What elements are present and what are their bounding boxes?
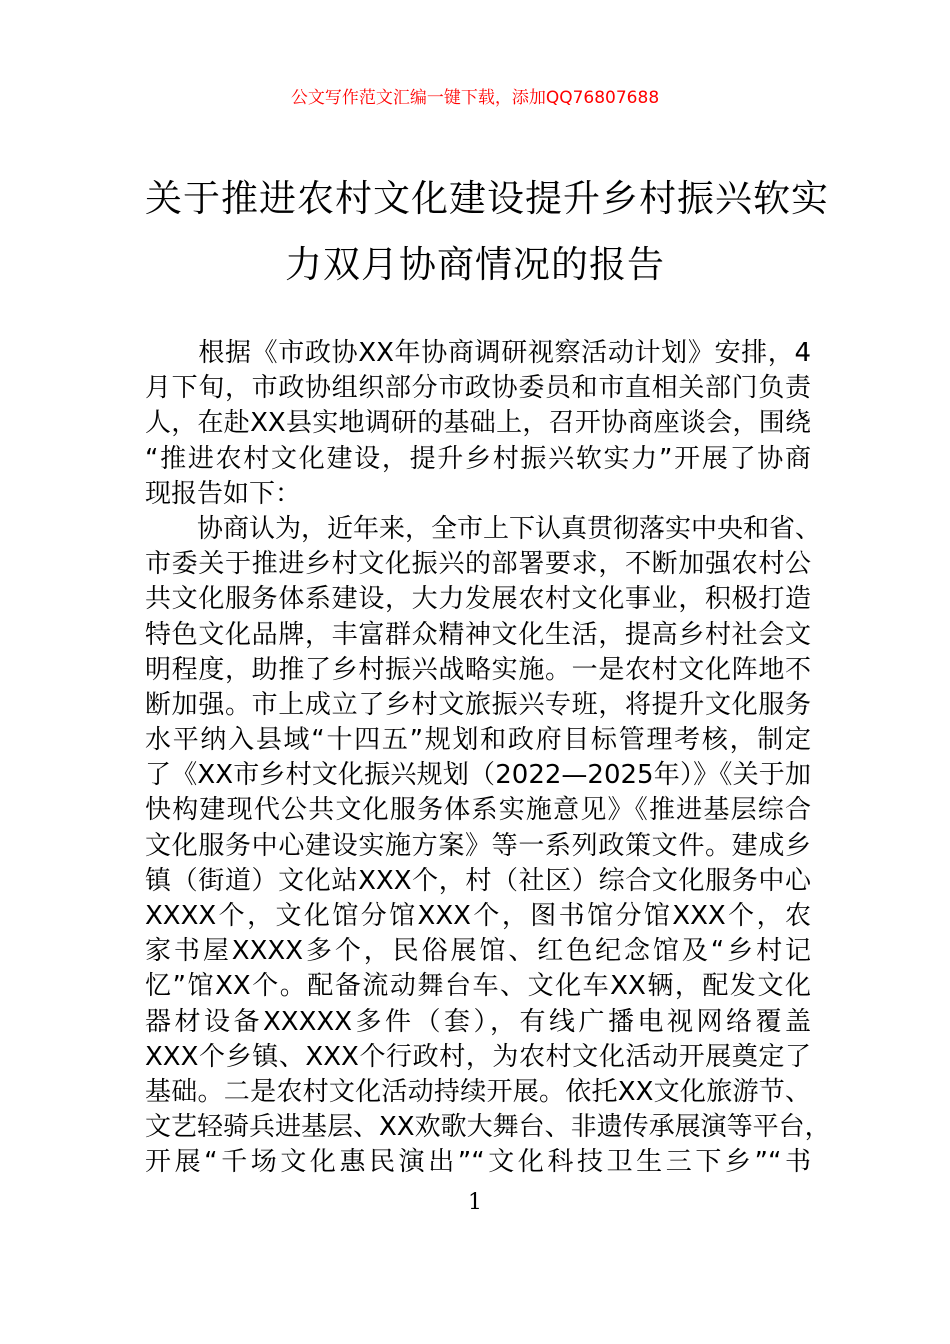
document-title [145,166,829,298]
body-line: 文艺轻骑兵进基层、XX欢歌大舞台、非遗传承展演等平台， [145,1112,831,1143]
body-line: XXX个乡镇、XXX个行政村，为农村文化活动开展奠定了 [145,1041,811,1072]
body-line: 月下旬，市政协组织部分市政协委员和市直相关部门负责 [145,373,811,404]
body-line: “推进农村文化建设，提升乡村振兴软实力”开展了协商 [145,443,811,474]
download-promo-note: 公文写作范文汇编一键下载，添加QQ76807688 [290,88,660,108]
body-line: 水平纳入县域“十四五”规划和政府目标管理考核，制定 [145,725,811,756]
body-line: 忆”馆XX个。配备流动舞台车、文化车XX辆，配发文化 [145,971,811,1002]
body-line: 镇（街道）文化站XXX个，村（社区）综合文化服务中心 [145,865,811,896]
page-number: 1 [468,1190,482,1215]
body-line: 共文化服务体系建设，大力发展农村文化事业，积极打造 [145,584,811,615]
body-line: 了《XX市乡村文化振兴规划（2022—2025年）》《关于加 [145,760,811,791]
body-line: 家书屋XXXX多个，民俗展馆、红色纪念馆及“乡村记 [145,936,811,967]
body-line: 协商认为，近年来，全市上下认真贯彻落实中央和省、 [145,513,822,544]
body-line: 现报告如下： [145,478,302,509]
body-line: 断加强。市上成立了乡村文旅振兴专班，将提升文化服务 [145,689,811,720]
body-line: XXXX个，文化馆分馆XXX个，图书馆分馆XXX个，农 [145,901,811,931]
body-line: 明程度，助推了乡村振兴战略实施。一是农村文化阵地不 [145,654,811,685]
body-text [145,336,831,1181]
body-line: 文化服务中心建设实施方案》等一系列政策文件。建成乡 [145,830,811,861]
body-line: 市委关于推进乡村文化振兴的部署要求，不断加强农村公 [145,549,811,580]
body-line: 基础。二是农村文化活动持续开展。依托XX文化旅游节、 [145,1076,811,1107]
body-line: 特色文化品牌，丰富群众精神文化生活，提高乡村社会文 [145,619,811,650]
body-line: 人，在赴XX县实地调研的基础上，召开协商座谈会，围绕 [145,408,811,439]
title-line: 关于推进农村文化建设提升乡村振兴软实 [145,177,829,220]
body-line: 开展“千场文化惠民演出”“文化科技卫生三下乡”“书 [145,1147,811,1178]
body-line: 器材设备XXXXX多件（套），有线广播电视网络覆盖 [145,1006,811,1037]
title-line: 力双月协商情况的报告 [285,243,665,286]
body-line: 根据《市政协XX年协商调研视察活动计划》安排，4 [145,338,811,368]
body-line: 快构建现代公共文化服务体系实施意见》《推进基层综合 [145,795,811,826]
